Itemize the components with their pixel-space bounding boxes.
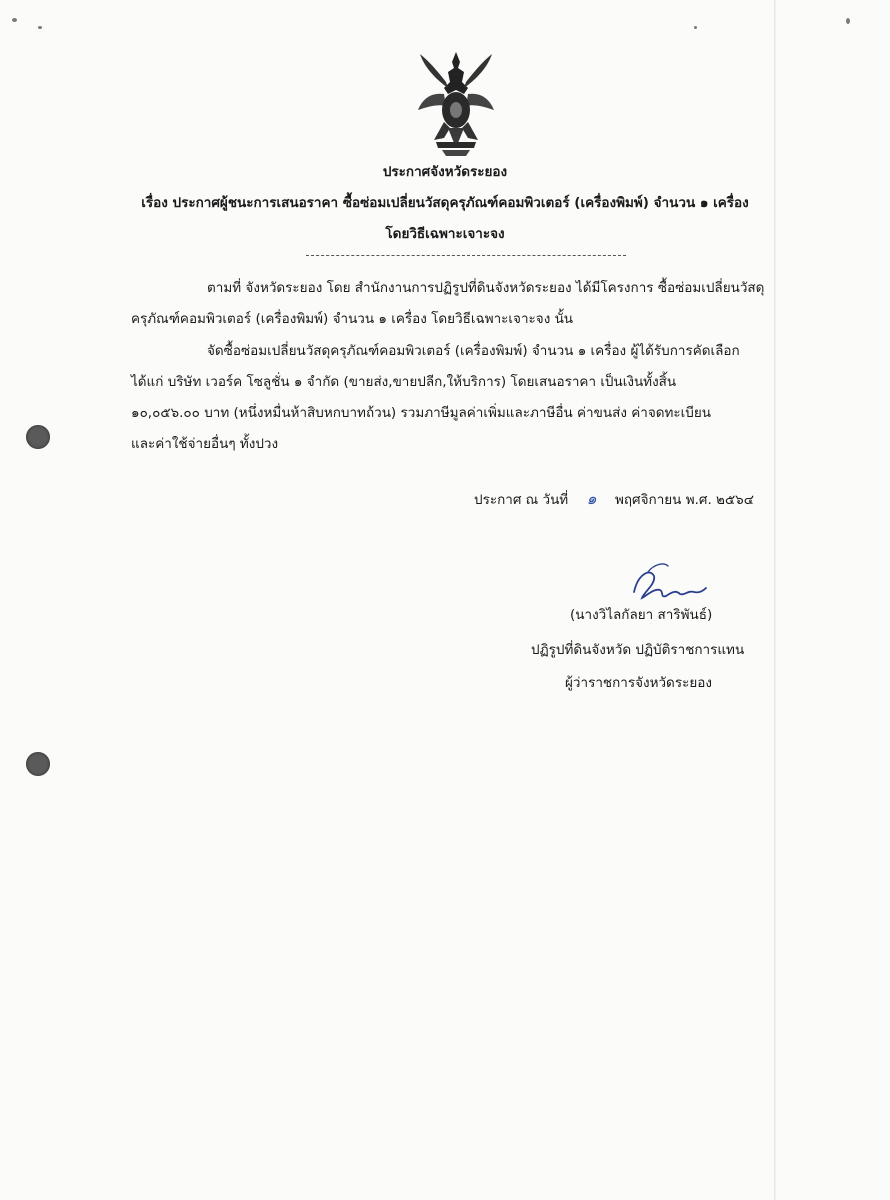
paragraph-2-line-2: ได้แก่ บริษัท เวอร์ค โซลูชั่น ๑ จำกัด (ขายส่ง,ขายปลีก,ให้บริการ) โดยเสนอราคา เป็นเงินทั้งสิ้น (131, 374, 677, 390)
scan-speck (694, 26, 697, 29)
signatory-position-1: ปฏิรูปที่ดินจังหวัด ปฏิบัติราชการแทน (531, 642, 745, 658)
subject-line-2: โดยวิธีเฉพาะเจาะจง (385, 226, 505, 242)
subject-line-1: เรื่อง ประกาศผู้ชนะการเสนอราคา ซื้อซ่อมเปลี่ยนวัสดุครุภัณฑ์คอมพิวเตอร์ (เครื่องพิมพ์) จำนวน ๑ เครื่อง (141, 195, 749, 211)
date-line (474, 490, 754, 509)
signatory-name: (นางวิไลกัลยา สาริพันธ์) (570, 607, 713, 623)
handwritten-signature (624, 562, 710, 608)
date-day: ๑ (586, 489, 597, 508)
punch-hole-top (26, 425, 50, 449)
date-prefix: ประกาศ ณ วันที่ (474, 492, 569, 508)
scan-speck (12, 18, 17, 22)
punch-hole-bottom (26, 752, 50, 776)
paragraph-2-line-1: จัดซื้อซ่อมเปลี่ยนวัสดุครุภัณฑ์คอมพิวเตอร์ (เครื่องพิมพ์) จำนวน ๑ เครื่อง ผู้ได้รับการคัดเลือก (207, 343, 740, 359)
paragraph-1-line-1: ตามที่ จังหวัดระยอง โดย สำนักงานการปฏิรูปที่ดินจังหวัดระยอง ได้มีโครงการ ซื้อซ่อมเปลี่ยนวัสดุ (207, 280, 765, 296)
garuda-emblem-icon (414, 48, 498, 160)
paragraph-2-line-4: และค่าใช้จ่ายอื่นๆ ทั้งปวง (131, 436, 279, 452)
paragraph-1-line-2: ครุภัณฑ์คอมพิวเตอร์ (เครื่องพิมพ์) จำนวน ๑ เครื่อง โดยวิธีเฉพาะเจาะจง นั้น (131, 311, 574, 327)
date-month-year: พฤศจิกายน พ.ศ. ๒๕๖๔ (614, 492, 754, 508)
announcement-title: ประกาศจังหวัดระยอง (382, 164, 508, 180)
scan-speck (38, 26, 42, 29)
paragraph-2-line-3: ๑๐,๐๕๖.๐๐ บาท (หนึ่งหมื่นห้าสิบหกบาทถ้วน) รวมภาษีมูลค่าเพิ่มและภาษีอื่น ค่าขนส่ง ค่าจดทะเบียน (131, 405, 711, 421)
signatory-position-2: ผู้ว่าราชการจังหวัดระยอง (565, 675, 712, 691)
scan-speck (846, 18, 850, 24)
separator-line (306, 255, 626, 256)
